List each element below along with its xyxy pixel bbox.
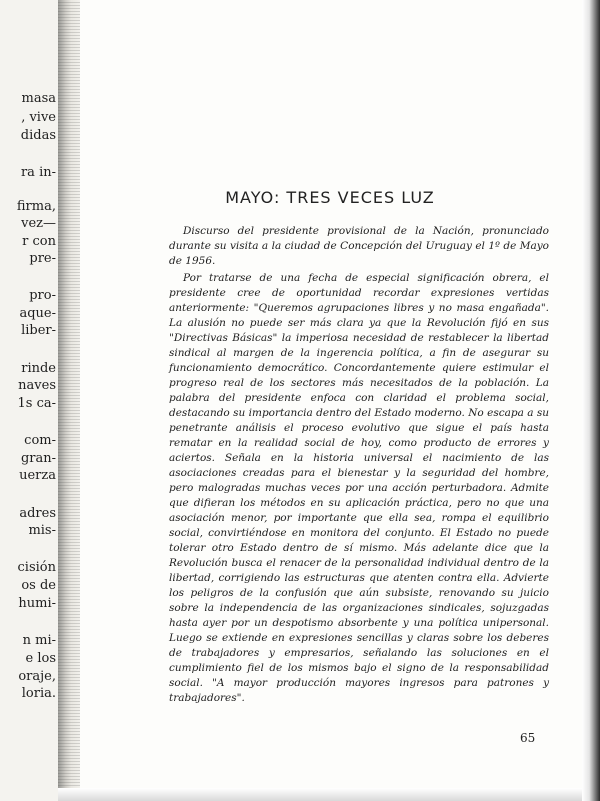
left-page-fragment: os de	[21, 578, 56, 593]
left-page-fragment: vez—	[21, 216, 56, 231]
left-page-fragment: 1s ca-	[17, 396, 56, 411]
body-paragraph: Por tratarse de una fecha de especial significación obrera, el presidente cree de oportunidad recordar expresiones vertidas anteriormente: "Queremos agrupaciones libres y no masa engañada". La alusión no puede ser más clara ya que la Revolución fijó en sus "Directivas Básicas" la imperiosa necesidad de restablecer la libertad sindical al margen de la ingerencia política, a fin de asegurar su funcionamiento democrático. Concordantemente quiere estimular el progreso real de los sectores más necesitados de la población. La palabra del presidente enfoca con claridad el problema social, destacando su importancia dentro del Estado moderno. No escapa a su penetrante análisis el proceso evolutivo que sigue el país hasta rematar en la realidad social de hoy, como producto de errores y aciertos. Señala en la historia universal el nacimiento de las asociaciones creadas para el bienestar y la seguridad del hombre, pero malogradas muchas veces por una acción perturbadora. Admite que difieran los métodos en su aplicación práctica, pero no que una asociación menor, por importante que ella sea, rompa el equilibrio social, convirtiéndose en monitora del conjunto. El Estado no puede tolerar otro Estado dentro de sí mismo. Más adelante dice que la Revolución busca el renacer de la personalidad individual dentro de la libertad, corrigiendo las estructuras que atenten contra ella. Advierte los peligros de la confusión que aún subsiste, renovando su juicio sobre la independencia de las organizaciones sindicales, sojuzgadas hasta ayer por un despotismo absorbente y una política unipersonal. Luego se extiende en expresiones sencillas y claras sobre los deberes de trabajadores y empresarios, señalando las soluciones en el cumplimiento fiel de los mismos bajo el signo de la responsabilidad social. "A mayor producción mayores ingresos para patrones y trabajadores".	[169, 272, 549, 704]
page-number: 65	[520, 731, 536, 745]
left-page-fragment: loria.	[21, 686, 56, 701]
left-page-fragment: firma,	[16, 199, 56, 214]
previous-page-edge	[0, 0, 58, 801]
body-text	[169, 224, 549, 706]
left-page-fragment: cisión	[17, 560, 56, 575]
left-page-fragment: oraje,	[18, 669, 56, 684]
left-page-fragment: rinde	[21, 361, 56, 376]
left-page-fragment: liber-	[21, 323, 56, 338]
intro-paragraph: Discurso del presidente provisional de la Nación, pronunciado durante su visita a la ciudad de Concepción del Uruguay el 1º de Mayo de 1956.	[169, 225, 549, 267]
left-page-fragment: com-	[24, 433, 56, 448]
left-page-fragment: naves	[18, 378, 56, 393]
left-page-fragment: pro-	[29, 288, 56, 303]
left-page-fragment: humi-	[18, 596, 56, 611]
left-page-fragment: n mi-	[22, 633, 56, 648]
left-page-fragment: didas	[20, 128, 56, 143]
left-page-fragment: adres	[19, 506, 56, 521]
left-page-fragment: uerza	[19, 468, 56, 483]
left-page-fragment: e los	[25, 651, 56, 666]
scan-right-edge	[582, 0, 600, 801]
left-page-fragment: , vive	[21, 110, 56, 125]
left-page-fragment: mis-	[28, 523, 56, 538]
left-page-fragment: ra in-	[20, 165, 56, 180]
left-page-fragment: gran-	[20, 451, 56, 466]
book-binding-gutter	[58, 0, 80, 801]
page-bottom-shadow	[58, 788, 582, 801]
left-page-fragment: pre-	[29, 251, 56, 266]
left-page-fragment: aque-	[19, 306, 56, 321]
chapter-title: MAYO: TRES VECES LUZ	[225, 188, 435, 207]
book-page	[80, 0, 582, 801]
left-page-fragment: r con	[22, 234, 56, 249]
left-page-fragment: masa	[21, 91, 56, 106]
